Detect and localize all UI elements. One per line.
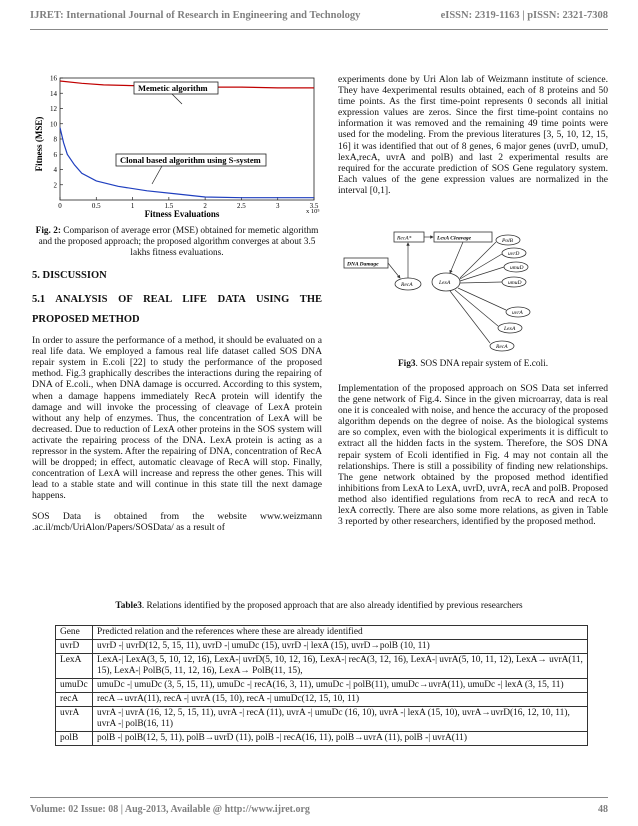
table-cell-relation: umuDc -| umuDc (3, 5, 15, 11), umuDc -| recA(16, 3, 11), umuDc -| polB(11), umuDc→uvrA(11), umuDc -| lexA (3, 15, 11) <box>93 679 588 693</box>
x-tick-label: 2 <box>203 202 207 210</box>
y-tick-label: 8 <box>53 135 57 144</box>
table-cell-gene: uvrD <box>56 640 93 654</box>
left-paragraph-2: SOS Data is obtained from the website www.weizmann .ac.il/mcb/UriAlon/Papers/SOSData/ as a result of <box>32 510 322 533</box>
table-cell-gene: umuDc <box>56 679 93 693</box>
right-paragraph-2: Implementation of the proposed approach on SOS Data set inferred the gene network of Fig.4. Since in the given microarray, data is real one it is concealed with noise, and hence the accuracy of the proposed algorithm depends on the degree of noise. As the biological systems are so complex, even with the biological experiments it is difficult to extract all the hidden facts in the system. Therefore, the SOS DNA repair system of Ecoli identified in Fig. 4 may not contain all the relationships. There is still a possibility of finding new relationships. The gene network obtained by the proposed method identified inhibitions from LexA to LexA, uvrD, uvrA, recA and polB. Proposed method also identified regulations from recA to recA and recA to lexA correctly. There are also some more relations, as given in Table 3 reported by other researchers, identified by the proposed method. <box>338 383 608 528</box>
clonal-label: Clonal based algorithm using S-system <box>120 155 261 165</box>
table-cell-relation: recA→uvrA(11), recA -| uvrA (15, 10), recA -| umuDc(12, 15, 10, 11) <box>93 693 588 707</box>
x-tick-label: 3.5 <box>309 202 319 210</box>
y-tick-label: 6 <box>53 150 57 159</box>
table-row <box>56 693 588 707</box>
label-polb: PolB <box>502 238 513 244</box>
label-reca: RecA <box>401 282 413 288</box>
fig2-caption: Fig. 2: Comparison of average error (MSE) obtained for memetic algorithm and the proposed approach; the proposed algorithm converges at about 3.5 lakhs fitness evaluations. <box>35 226 319 258</box>
label-lexa-cleavage: LexA Cleavage <box>437 235 472 242</box>
table-header-row <box>56 626 588 640</box>
label-lexa-2: LexA <box>504 326 516 332</box>
memetic-pointer <box>172 94 182 104</box>
table-row <box>56 654 588 679</box>
page-number: 48 <box>598 804 608 815</box>
y-axis-label: Fitness (MSE) <box>34 116 44 172</box>
label-uvrd: uvrD <box>508 251 520 257</box>
table-cell-gene: uvrA <box>56 707 93 732</box>
running-footer <box>30 804 608 815</box>
y-tick-label: 2 <box>53 181 57 190</box>
y-tick-label: 14 <box>50 89 57 98</box>
table-cell-relation: LexA-| LexA(3, 5, 10, 12, 16), LexA-| uvrD(5, 10, 12, 16), LexA-| recA(3, 12, 16), LexA-| uvrA(5, 10, 11, 12), LexA→ uvrA(11, 15), LexA-| PolB(5, 11, 12, 16), LexA→ PolB(11, 15), <box>93 654 588 679</box>
fig2-chart <box>32 74 322 220</box>
table-cell-gene: polB <box>56 732 93 746</box>
section-heading-discussion: 5. DISCUSSION <box>32 270 107 281</box>
fig3-diagram <box>338 230 562 352</box>
journal-title: IJRET: International Journal of Research in Engineering and Technology <box>30 10 361 21</box>
x-tick-label: 0 <box>58 202 62 210</box>
table-header-relation: Predicted relation and the references where these are already identified <box>93 626 588 640</box>
x-tick-label: 1.5 <box>164 202 174 210</box>
label-uvra: uvrA <box>512 310 523 316</box>
table3-caption: Table3. Relations identified by the proposed approach that are also already identified by previous researchers <box>115 601 523 611</box>
x-tick-label: 2.5 <box>237 202 246 210</box>
label-umud-1: umuD <box>510 265 524 271</box>
x-exponent: x 10⁵ <box>306 208 320 215</box>
table-cell-relation: polB -| polB(12, 5, 11), polB→uvrD (11), polB -| recA(16, 11), polB→uvrA (11), polB -| uvrA(11) <box>93 732 588 746</box>
y-tick-label: 4 <box>53 166 57 174</box>
table-row <box>56 707 588 732</box>
x-tick-label: 0.5 <box>91 202 101 210</box>
table-row <box>56 679 588 693</box>
issn: eISSN: 2319-1163 | pISSN: 2321-7308 <box>440 10 608 21</box>
table-cell-gene: recA <box>56 693 93 707</box>
footer-volume: Volume: 02 Issue: 08 | Aug-2013, Available @ http://www.ijret.org <box>30 804 310 815</box>
label-reca-star: RecA* <box>397 235 412 242</box>
table3 <box>55 625 588 746</box>
fig3-caption: Fig3. SOS DNA repair system of E.coli. <box>397 359 549 369</box>
label-umud-2: umuD <box>508 280 522 286</box>
y-tick-label: 12 <box>50 105 57 113</box>
x-tick-label: 1 <box>130 202 135 210</box>
left-paragraph-1: In order to assure the performance of a method, it should be evaluated on a real life data. We employed a famous real life dataset called SOS DNA repair system in E.coli [22] to study the performance of the proposed method. Fig.3 graphically describes the interactions during the repairing of DNA of E.coli., when DNA damage is occurred. According to this system, when a damage happens immediately RecA protein will identify the damage and will invoke the processing of cleavage of LexA protein without any help of enzymes. Thus, the concentration of LexA will be decreased. Due to reduction of LexA other proteins in the SOS system will activate the repairing process of the DNA. LexA protein is acting as a repressor in the system. After the repairing of DNA, concentration of RecA will be dropped; in effect, automatic cleavage of RecA will stop. Finally, concentration of LexA will increase and repress the other genes. This will lead to a stable state and will continue in this state till the next damage happens. <box>32 335 322 502</box>
label-reca-2: RecA <box>496 344 508 350</box>
subsection-heading: 5.1 ANALYSIS OF REAL LIFE DATA USING THE PROPOSED METHOD <box>32 294 322 326</box>
clonal-pointer <box>152 166 162 184</box>
memetic-label: Memetic algorithm <box>138 83 208 93</box>
table-header-gene: Gene <box>56 626 93 640</box>
label-dna-damage: DNA Damage <box>347 261 379 268</box>
table-row <box>56 640 588 654</box>
y-tick-label: 10 <box>50 120 57 129</box>
table-row <box>56 732 588 746</box>
x-axis-label: Fitness Evaluations <box>144 209 220 219</box>
label-lexa: LexA <box>439 280 451 286</box>
x-tick-label: 3 <box>275 202 280 210</box>
y-tick-label: 16 <box>50 74 57 83</box>
right-paragraph-1: experiments done by Uri Alon lab of Weizmann institute of science. They have 4experimental results obtained, each of 8 proteins and 50 time points. As the first time-point represents 0 seconds all initial expression values are zeros. Since the first time-point contains no information it was removed and the remaining 49 time points were used for the modeling. From the previous literatures [3, 5, 10, 12, 15, 16] it was identified that out of 8 genes, 6 major genes (uvrD, umuD, lexA,recA, uvrA and polB) and last 2 experimental results are required for the accurate prediction of SOS Gene regulatory system. Each values of the gene expression values are normalized in the interval [0,1]. <box>338 74 608 196</box>
right-column-bottom <box>338 383 608 527</box>
table-cell-relation: uvrD -| uvrD(12, 5, 15, 11), uvrD -| umuDc (15), uvrD -| lexA (15), uvrD→polB (10, 11) <box>93 640 588 654</box>
right-column-top <box>338 74 608 196</box>
footer-rule <box>30 797 608 798</box>
header-rule <box>30 29 608 30</box>
table-cell-gene: LexA <box>56 654 93 679</box>
left-column <box>32 270 322 533</box>
table-cell-relation: uvrA -| uvrA (16, 12, 5, 15, 11), uvrA -| recA (11), uvrA -| umuDc (16, 10), uvrA -| lexA (15, 10), uvrA→uvrD(16, 12, 10, 11), uvrA -| polB(16, 11) <box>93 707 588 732</box>
